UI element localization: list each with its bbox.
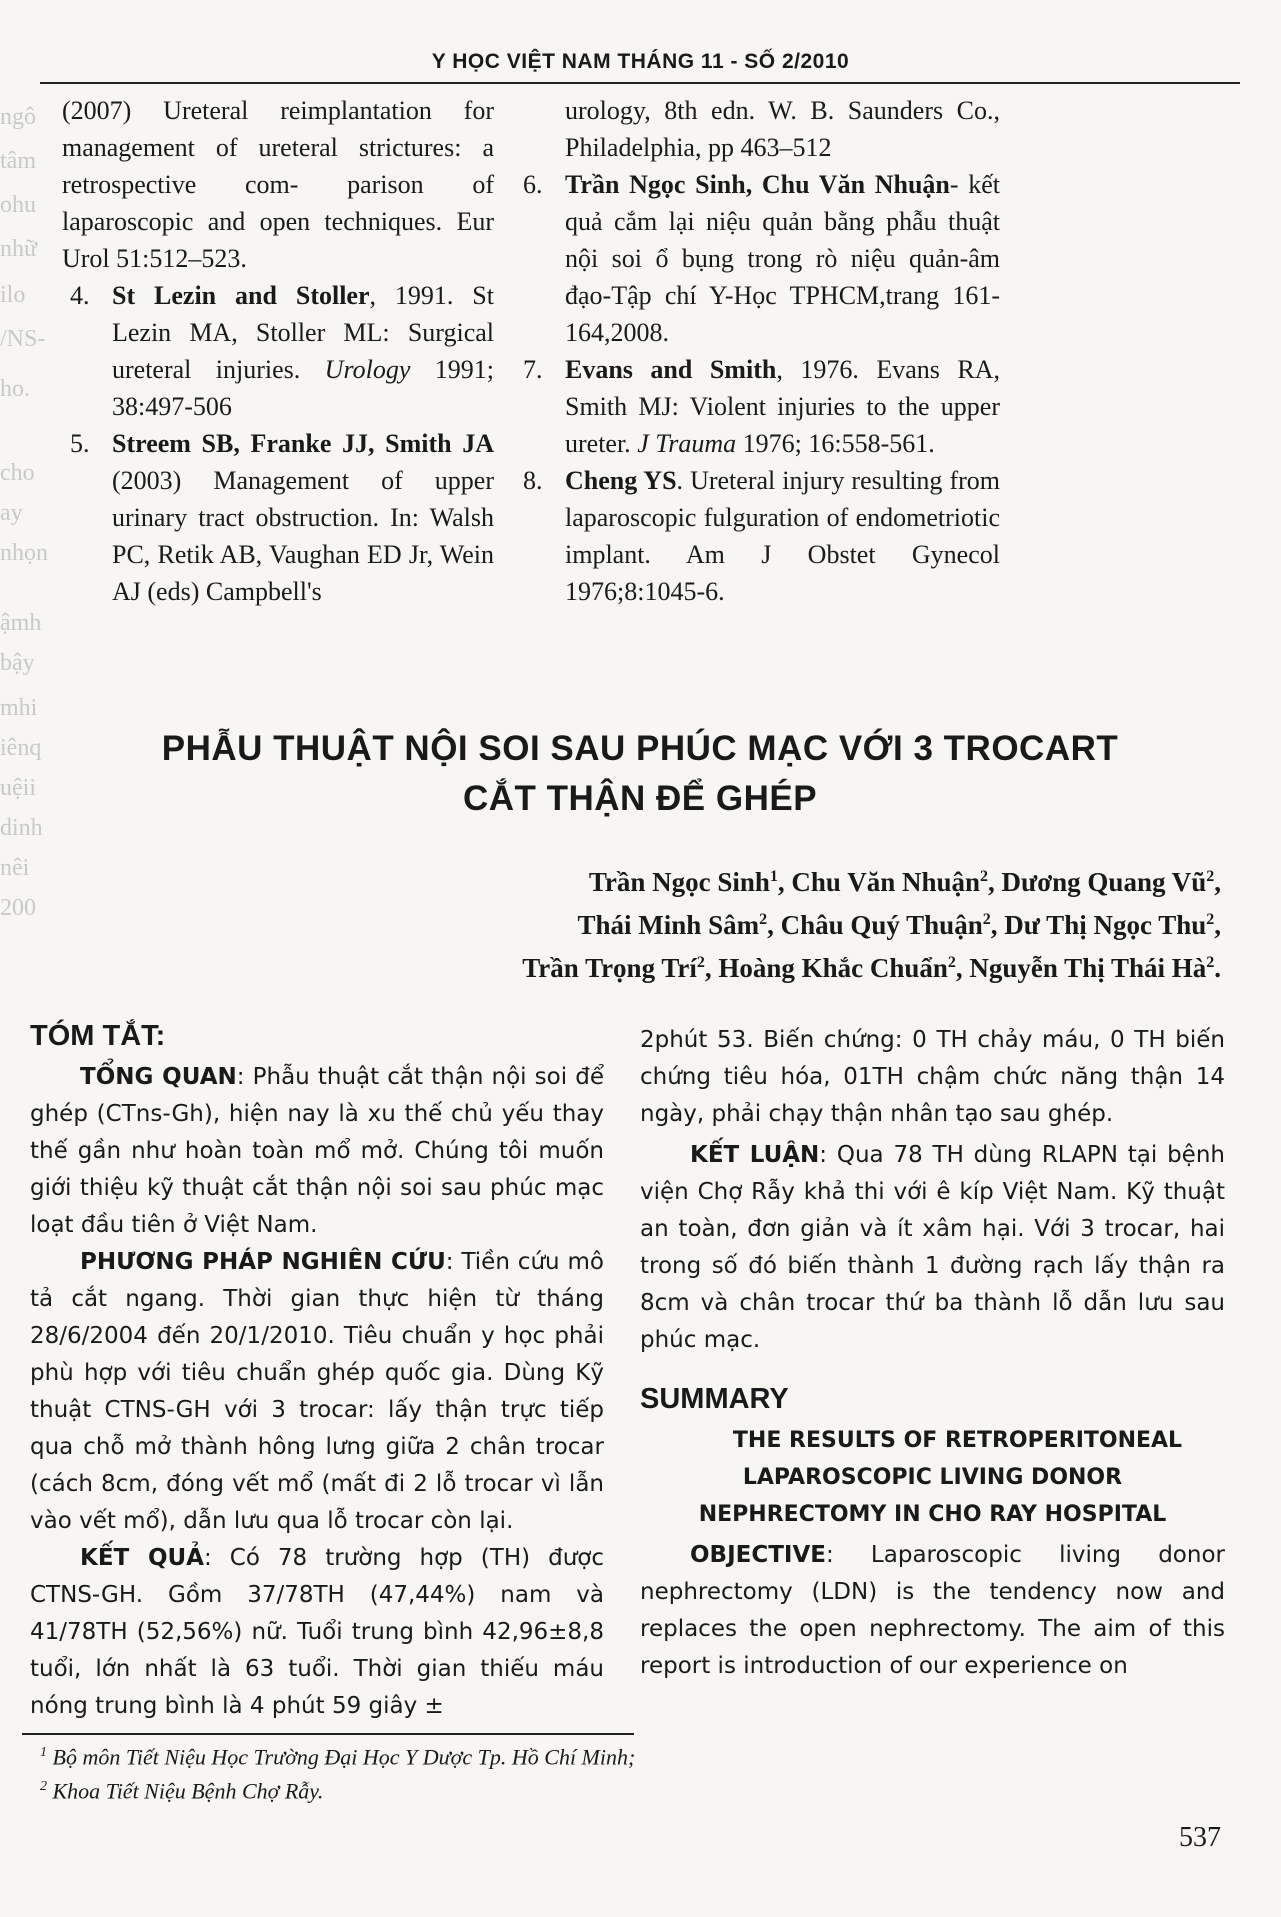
reference-text: - kết quả cắm lại niệu quản bằng phẫu thuật nội soi ổ bụng trong rò niệu quản-âm đạo-Tập chí Y-Học TPHCM,trang 161-164,2008. — [565, 170, 1000, 347]
reference-7 — [515, 351, 1000, 462]
bleed-through-fragment: tâm — [0, 148, 36, 174]
reference-number: 4. — [70, 281, 90, 310]
footnotes — [40, 1738, 635, 1807]
reference-number: 6. — [523, 170, 543, 199]
bleed-through-fragment: cho — [0, 460, 35, 486]
bleed-through-fragment: ậmh — [0, 610, 42, 636]
abstract-heading: TÓM TẮT: — [30, 1020, 166, 1052]
reference-text: urology, 8th edn. W. B. Saunders Co., Philadelphia, pp 463–512 — [565, 96, 1000, 162]
author-line-3: Trần Trọng Trí$^2$, Hoàng Khắc Chuẩn$^2$, Nguyễn Thị Thái $Hà^2$. — [522, 953, 1221, 983]
reference-number: 5. — [70, 429, 90, 458]
bleed-through-fragment: ho. — [0, 376, 30, 402]
reference-5-continued — [565, 92, 1000, 166]
footnote-1: $^1$ Bộ môn Tiết Niệu Học Trường Đại Học Y Dược Tp. Hồ Chí Minh; — [40, 1744, 636, 1770]
reference-number: 7. — [523, 355, 543, 384]
page-number: 537 — [1179, 1822, 1221, 1853]
abstract-right-column — [640, 1022, 1225, 1685]
bleed-through-fragment: nêi — [0, 855, 30, 881]
header-rule — [40, 82, 1240, 84]
bleed-through-fragment: dinh — [0, 815, 43, 841]
reference-text: 1991; 38:497-506 — [112, 355, 494, 421]
reference-text: (2003) Management of upper urinary tract obstruction. In: Walsh PC, Retik AB, Vaughan ED Jr, Wein AJ (eds) Campbell's — [112, 466, 494, 606]
author-line-1: Trần Ngọc Sinh$^1$, Chu Văn Nhuận$^2$, Dương Quang $Vũ^2$, — [588, 867, 1221, 897]
running-header: Y HỌC VIỆT NAM THÁNG 11 - SỐ 2/2010 — [431, 50, 850, 73]
reference-text: , 1976. Evans RA, Smith MJ: Violent injuries to the upper ureter. — [565, 355, 1000, 458]
bleed-through-fragment: ngô — [0, 104, 36, 130]
reference-journal: Urology — [324, 355, 411, 384]
bleed-through-fragment: nhữ — [0, 236, 38, 262]
reference-text: (2007) Ureteral reimplantation for management of ureteral strictures: a retrospective com- parison of laparoscopic and open techniques. Eur Urol 51:512–523. — [62, 96, 494, 273]
author-list — [221, 858, 1221, 987]
reference-authors: Trần Ngọc Sinh, Chu Văn Nhuận — [565, 170, 950, 199]
references-right-column — [523, 92, 1000, 610]
reference-5 — [62, 425, 494, 610]
bleed-through-fragment: ohu — [0, 192, 36, 218]
abstract-overview: TỔNG QUAN: Phẫu thuật cắt thận nội soi để ghép (CTns-Gh), hiện nay là xu thế chủ yếu thay thế gần như hoàn toàn mổ mở. Chúng tôi muốn giới thiệu kỹ thuật cắt thận nội soi sau phúc mạc loạt đầu tiên ở Việt Nam. — [30, 1064, 604, 1238]
abstract-conclusion: KẾT LUẬN: Qua 78 TH dùng RLAPN tại bệnh viện Chợ Rẫy khả thi với ê kíp Việt Nam. Kỹ thuật an toàn, đơn giản và ít xâm hại. Với 3 trocar, hai trong số đó biến thành 1 đường rạch lấy thận ra 8cm và chân trocar thứ ba thành lỗ dẫn lưu sau phúc mạc. — [640, 1142, 1225, 1353]
reference-number: 8. — [523, 466, 543, 495]
bleed-through-fragment: uệii — [0, 775, 36, 801]
reference-text: , 1991. St Lezin MA, Stoller ML: Surgical ureteral injuries. — [112, 281, 494, 384]
abstract-left-column — [30, 1018, 604, 1725]
reference-text: . Ureteral injury resulting from laparoscopic fulguration of endometriotic implant. Am J Obstet Gynecol 1976;8:1045-6. — [565, 466, 1000, 606]
abstract-methods: PHƯƠNG PHÁP NGHIÊN CỨU: Tiền cứu mô tả cắt ngang. Thời gian thực hiện từ tháng 28/6/2004 đến 20/1/2010. Tiêu chuẩn y học phải phù hợp với tiêu chuẩn ghép quốc gia. Dùng Kỹ thuật CTNS-GH với 3 trocar: lấy thận trực tiếp qua chỗ mở thành hông lưng giữa 2 chân trocar (cách 8cm, đóng vết mổ (mất đi 2 lỗ trocar vì lẫn vào vết mổ), dẫn lưu qua lỗ trocar còn lại. — [30, 1249, 604, 1534]
bleed-through-fragment: /NS- — [0, 326, 46, 352]
reference-authors: Streem SB, Franke JJ, Smith JA — [112, 429, 494, 458]
abstract-results-continued: 2phút 53. Biến chứng: 0 TH chảy máu, 0 TH biến chứng tiêu hóa, 01TH chậm chức năng thận 14 ngày, phải chạy thận nhân tạo sau ghép. — [640, 1027, 1225, 1127]
bleed-through-fragment: 200 — [0, 895, 36, 921]
reference-6 — [515, 166, 1000, 351]
article-title — [120, 724, 1160, 824]
bleed-through-fragment: iênq — [0, 735, 42, 761]
summary-objective: OBJECTIVE: Laparoscopic living donor nephrectomy (LDN) is the tendency now and replaces the open nephrectomy. The aim of this report is introduction of our experience on — [640, 1542, 1225, 1679]
reference-authors: Cheng YS — [565, 466, 677, 495]
reference-8 — [515, 462, 1000, 610]
reference-authors: Evans and Smith — [565, 355, 777, 384]
bleed-through-fragment: ilo — [0, 282, 26, 308]
footnote-rule — [22, 1733, 634, 1735]
author-line-2: Thái Minh Sâm$^2$, Châu Quý Thuận$^2$, Dư Thị Ngọc Thu$^2$, — [577, 910, 1221, 940]
reference-4 — [62, 277, 494, 425]
footnote-2: $^2$ Khoa Tiết Niệu Bệnh Chợ Rẫy. — [40, 1778, 324, 1804]
summary-heading: SUMMARY — [640, 1383, 789, 1415]
bleed-through-fragment: nhọn — [0, 540, 48, 566]
reference-authors: St Lezin and Stoller — [112, 281, 370, 310]
bleed-through-fragment: bậy — [0, 650, 35, 676]
references-left-column — [62, 92, 494, 610]
reference-3-continued — [62, 92, 494, 277]
abstract-results: KẾT QUẢ: Có 78 trường hợp (TH) được CTNS-GH. Gồm 37/78TH (47,44%) nam và 41/78TH (52,56%) nữ. Tuổi trung bình 42,96±8,8 tuổi, lớn nhất là 63 tuổi. Thời gian thiếu máu nóng trung bình là 4 phút 59 giây ± — [30, 1545, 605, 1719]
article-title-line-2: CẮT THẬN ĐỂ GHÉP — [462, 779, 818, 818]
reference-text: 1976; 16:558-561. — [736, 429, 935, 458]
bleed-through-fragment: mhi — [0, 695, 38, 721]
summary-title: THE RESULTS OF RETROPERITONEAL LAPAROSCOPIC LIVING DONOR NEPHRECTOMY IN CHO RAY HOSPITAL — [698, 1428, 1183, 1527]
article-title-line-1: PHẪU THUẬT NỘI SOI SAU PHÚC MẠC VỚI 3 TROCART — [161, 729, 1119, 768]
bleed-through-fragment: ay — [0, 500, 23, 526]
reference-journal: J Trauma — [637, 429, 737, 458]
